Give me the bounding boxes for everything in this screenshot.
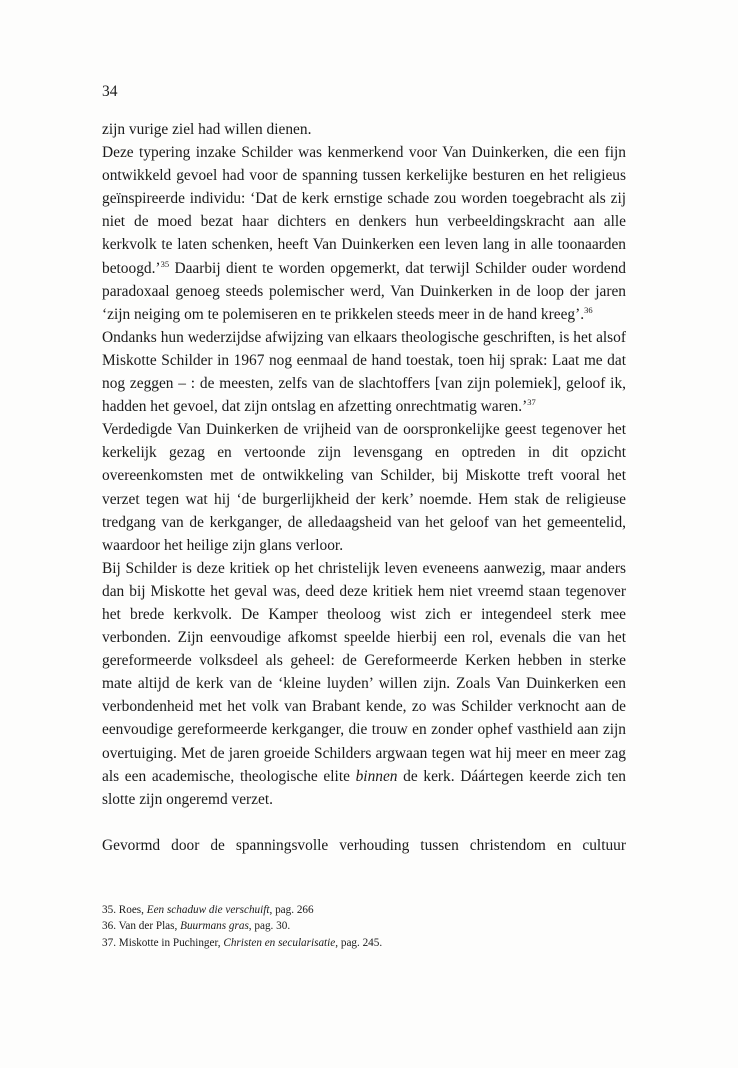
- page-number: 34: [102, 83, 118, 100]
- footnote-35: [102, 902, 626, 918]
- paragraph: [102, 418, 626, 557]
- paragraph: [102, 557, 626, 811]
- paragraph: [102, 118, 626, 141]
- source-title: Buurmans gras: [180, 920, 249, 933]
- paragraph: [102, 141, 626, 326]
- text-segment: , pag. 30.: [248, 920, 291, 933]
- text-segment: Daarbij dient te worden opgemerkt, dat terwijl Schilder ouder wordend paradoxaal genoeg steeds polemischer werd, Van Duinkerken in de loop der jaren ‘zijn neiging om te polemiseren en te prikkelen steeds meer in de hand kreeg’.: [102, 259, 626, 323]
- text-segment: Bij Schilder is deze kritiek op het christelijk leven eveneens aanwezig, maar anders dan bij Miskotte het geval was, deed deze kritiek hem niet vreemd staan tegenover het brede kerkvolk. De Kamper theoloog wist zich er integendeel sterk mee verbonden. Zijn eenvoudige afkomst speelde hierbij een rol, evenals die van het gereformeerde volksdeel als geheel: de Gereformeerde Kerken hebben in sterke mate altijd de kerk van de ‘kleine luyden’ willen zijn. Zoals Van Duinkerken een verbondenheid met het volk van Brabant kende, zo was Schilder verknocht aan de eenvoudige gereformeerde kerkganger, die trouw en zonder ophef vasthield aan zijn overtuiging. Met de jaren groeide Schilders argwaan tegen wat hij meer en meer zag als een academische, theologische elite: [102, 559, 626, 785]
- paragraph: [102, 834, 626, 857]
- footnote-ref: 36: [584, 304, 593, 315]
- paragraph: [102, 326, 626, 418]
- footnotes: [102, 902, 626, 951]
- footnote-36: [102, 918, 626, 934]
- text-segment: de kerk. Dáártegen keerde zich ten slotte zijn ongeremd verzet.: [102, 767, 626, 808]
- source-title: Een schaduw die verschuift: [146, 904, 270, 916]
- text-segment: Gevormd door de spanningsvolle verhouding tussen christendom en cultuur: [102, 836, 626, 854]
- text-segment: 37. Miskotte in Puchinger,: [102, 936, 224, 949]
- text-segment: , pag. 266: [269, 904, 314, 916]
- source-title: Christen en secularisatie: [223, 936, 336, 949]
- text-segment: Verdedigde Van Duinkerken de vrijheid van de oorspronkelijke geest tegenover het kerkelijk gezag en vertoonde zijn levensgang en optreden in dit opzicht overeenkomsten met de ontwikkeling van Schilder, bij Miskotte treft vooral het verzet tegen wat hij ‘de burgerlijkheid der kerk’ noemde. Hem stak de religieuse tredgang van de kerkganger, de alledaagsheid van het geloof van het gemeentelid, waardoor het heilige zijn glans verloor.: [102, 421, 626, 554]
- footnote-ref: 35: [160, 258, 170, 269]
- footnote-ref: 37: [527, 397, 536, 408]
- text-segment: 36. Van der Plas,: [102, 920, 181, 933]
- text-segment: , pag. 245.: [335, 936, 383, 949]
- text-segment: Ondanks hun wederzijdse afwijzing van elkaars theologische geschriften, is het alsof Miskotte Schilder in 1967 nog eenmaal de hand toestak, toen hij sprak: Laat me dat nog zeggen – : de meesten, zelfs van de slachtoffers [van zijn polemiek], geloof ik, hadden het gevoel, dat zijn ontslag en afzetting onrechtmatig waren.’: [102, 328, 626, 416]
- emphasis-text: binnen: [355, 767, 398, 785]
- text-segment: 35. Roes,: [102, 904, 147, 916]
- footnote-37: [102, 935, 626, 951]
- text-segment: zijn vurige ziel had willen dienen.: [102, 121, 312, 138]
- text-segment: Deze typering inzake Schilder was kenmerkend voor Van Duinkerken, die een fijn ontwikkeld gevoel had voor de spanning tussen kerkelijke besturen en het religieus geïnspireerde individu: ‘Dat de kerk ernstige schade zou worden toegebracht als zij niet de moed bezat haar dichters en denkers hun verbeeldingskracht aan alle kerkvolk te laten schenken, heeft Van Duinkerken een leven lang in alle toonaarden betoogd.’: [102, 144, 626, 277]
- body-text: [102, 118, 626, 857]
